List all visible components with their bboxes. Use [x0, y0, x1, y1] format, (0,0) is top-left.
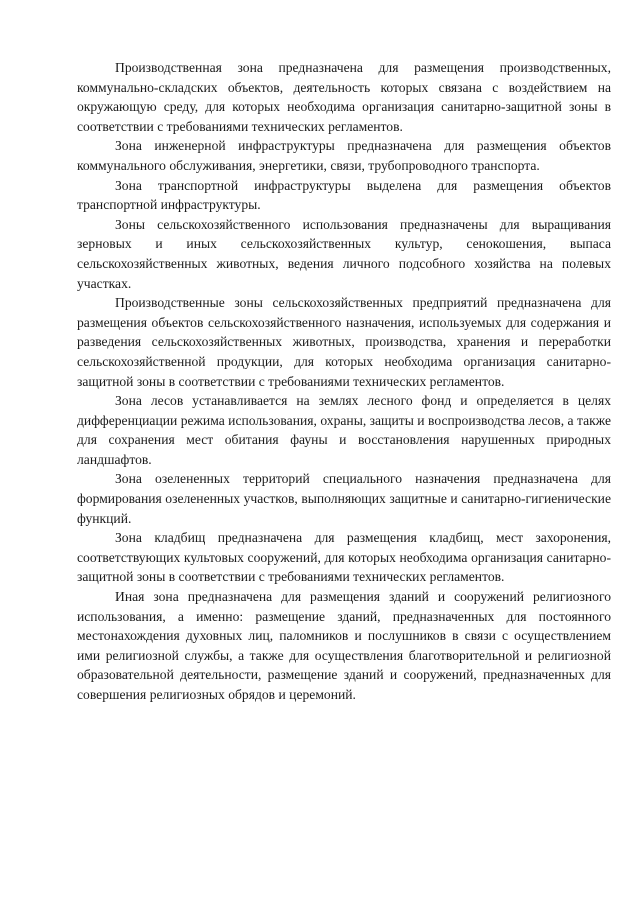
paragraph-production-zone: Производственная зона предназначена для размещения производственных, коммунально-складских объектов, деятельность которых связана с воздействием на окружающую среду, для которых необходима организация санитарно-защитной зоны в соответствии с требованиями технических регламентов.: [77, 60, 611, 134]
document-page: [77, 58, 611, 705]
paragraph-forest-zone: Зона лесов устанавливается на землях лесного фонд и определяется в целях дифференциации режима использования, охраны, защиты и воспроизводства лесов, а также для сохранения мест обитания фауны и восстановления нарушенных природных ландшафтов.: [77, 393, 611, 467]
paragraph-engineering-infrastructure-zone: Зона инженерной инфраструктуры предназначена для размещения объектов коммунального обслуживания, энергетики, связи, трубопроводного транспорта.: [77, 138, 611, 173]
paragraph-special-green-zone: Зона озелененных территорий специального назначения предназначена для формирования озелененных участков, выполняющих защитные и санитарно-гигиенические функций.: [77, 471, 611, 526]
paragraph-religious-zone: Иная зона предназначена для размещения зданий и сооружений религиозного использования, а именно: размещение зданий, предназначенных для постоянного местонахождения духовных лиц, паломников и послушников в связи с осуществлением ими религиозной службы, а также для осуществления благотворительной и религиозной образовательной деятельности, размещение зданий и сооружений, предназначенных для совершения религиозных обрядов и церемоний.: [77, 589, 611, 702]
paragraph-transport-infrastructure-zone: Зона транспортной инфраструктуры выделена для размещения объектов транспортной инфраструктуры.: [77, 177, 611, 213]
paragraph-agricultural-use-zones: Зоны сельскохозяйственного использования предназначены для выращивания зерновых и иных сельскохозяйственных культур, сенокошения, выпаса сельскохозяйственных животных, ведения личного подсобного хозяйства на полевых участках.: [77, 216, 611, 291]
paragraph-cemetery-zone: Зона кладбищ предназначена для размещения кладбищ, мест захоронения, соответствующих культовых сооружений, для которых необходима организация санитарно-защитной зоны в соответствии с требованиями технических регламентов.: [77, 530, 611, 585]
paragraph-agricultural-enterprise-zones: Производственные зоны сельскохозяйственных предприятий предназначена для размещения объектов сельскохозяйственного назначения, используемых для содержания и разведения сельскохозяйственных животных, производства, хранения и переработки сельскохозяйственной продукции, для которых необходима организация санитарно-защитной зоны в соответствии с требованиями технических регламентов.: [77, 295, 611, 389]
